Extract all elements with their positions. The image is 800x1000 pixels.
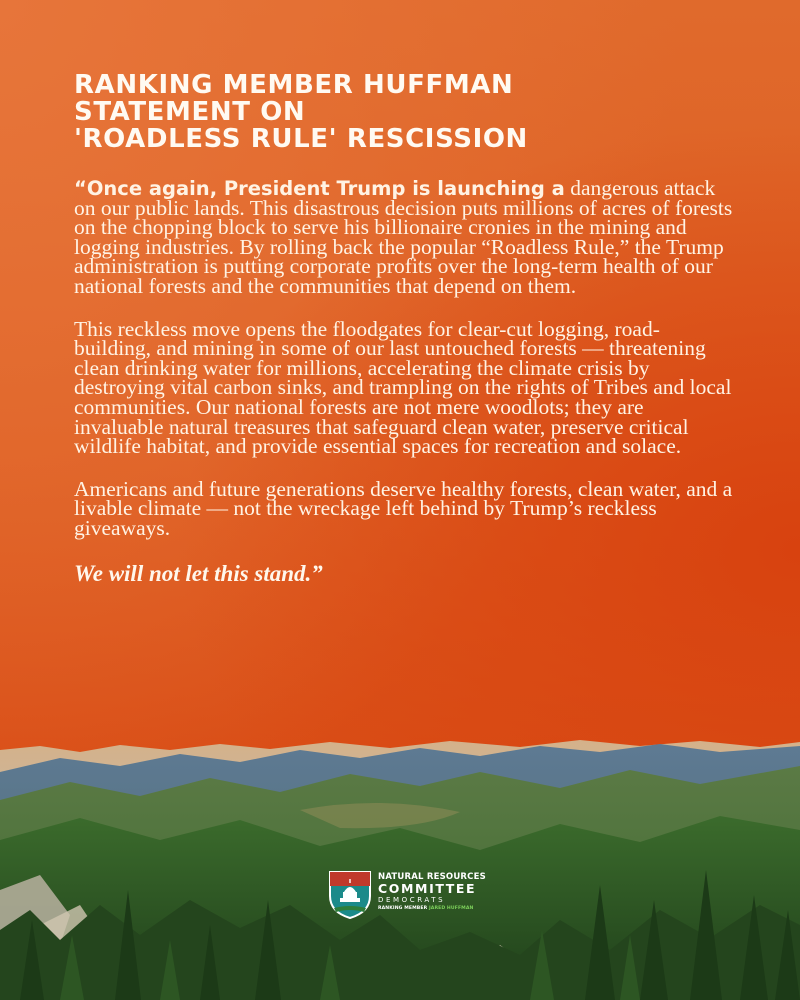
capitol-shield-icon: [326, 868, 374, 920]
logo-wordmark: [378, 872, 486, 912]
statement-content: [74, 72, 734, 586]
headline-line-1: RANKING MEMBER HUFFMAN: [74, 70, 514, 100]
statement-paragraph-1-body: dangerous attack on our public lands. This disastrous decision puts millions of acres of forests on the chopping block to serve his billionaire cronies in the mining and logging industries. By rolling back the popular “Roadless Rule,” the Trump administration is putting corporate profits over the long-term health of our national forests and the communities that depend on them.: [74, 176, 733, 298]
committee-logo: [326, 868, 486, 922]
logo-line-2: COMMITTEE: [378, 881, 477, 896]
logo-line-1: NATURAL RESOURCES: [378, 872, 486, 882]
closing-line: We will not let this stand.”: [74, 560, 323, 586]
statement-paragraph-3: Americans and future generations deserve healthy forests, clean water, and a livable climate — not the wreckage left behind by Trump’s reckless giveaways.: [74, 476, 733, 540]
headline-line-3: 'ROADLESS RULE' RESCISSION: [74, 124, 528, 154]
logo-member-name: JARED HUFFMAN: [428, 906, 474, 911]
logo-line-4: [378, 905, 478, 912]
logo-line-3: DEMOCRATS: [378, 896, 446, 904]
statement-paragraph-1: [74, 176, 734, 298]
headline-line-2: STATEMENT ON: [74, 97, 306, 127]
forest-landscape-image: [0, 700, 800, 1000]
headline: [74, 72, 734, 153]
logo-ranking-member: RANKING MEMBER: [378, 906, 428, 911]
statement-paragraph-2: This reckless move opens the floodgates for clear-cut logging, road-building, and mining in some of our last untouched forests — threatening clean drinking water for millions, accelerating the climate crisis by destroying vital carbon sinks, and trampling on the rights of Tribes and local communities. Our national forests are not mere woodlots; they are invaluable natural treasures that safeguard clean water, preserve critical wildlife habitat, and provide essential spaces for recreation and solace.: [74, 316, 732, 459]
statement-lead: “Once again, President Trump is launching a: [74, 177, 565, 200]
